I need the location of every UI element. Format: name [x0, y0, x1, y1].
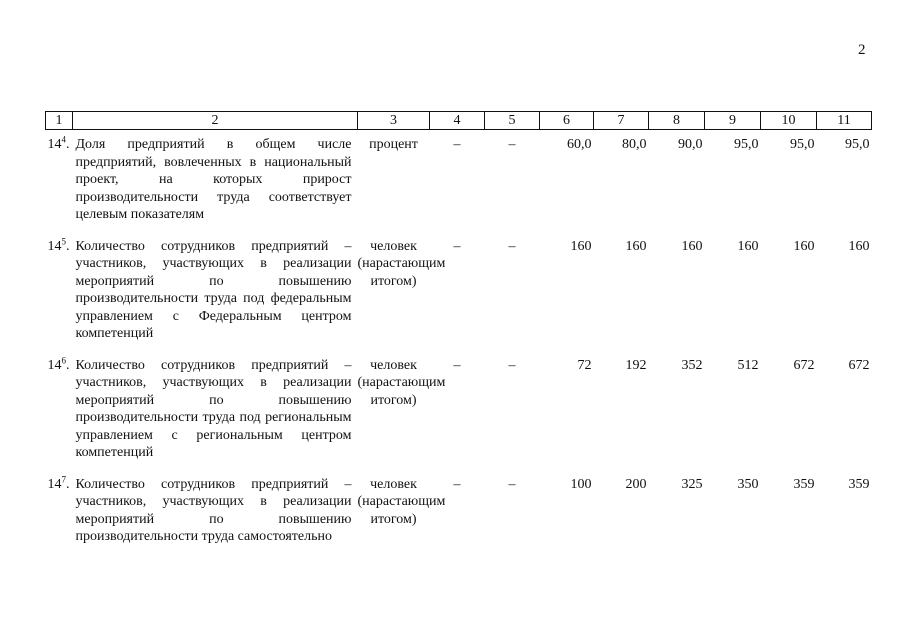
value-col-4: –	[453, 238, 461, 254]
header-row	[46, 112, 872, 130]
value-col-10: 672	[793, 357, 815, 373]
row-number-base: 14	[47, 238, 62, 254]
row-number: $14^6$.	[47, 354, 70, 373]
value-col-10: 359	[793, 476, 815, 492]
column-header-2: 2	[73, 112, 358, 130]
indicator-name: Количество сотрудников предприятий – участников, участвующих в реализации мероприятий по повышению производительности труда под федеральным управлением с Федеральным центром компетенций	[75, 238, 352, 341]
row-number-base: 14	[47, 137, 62, 152]
value-col-8: 325	[681, 476, 703, 492]
value-col-8: 160	[681, 238, 703, 254]
column-header-8: 8	[649, 112, 705, 130]
value-col-10: 95,0	[790, 137, 815, 152]
row-number-superscript: 6	[61, 354, 66, 365]
value-col-11: 95,0	[845, 137, 870, 152]
value-col-7: 160	[625, 238, 647, 254]
table-row	[46, 476, 872, 560]
value-col-6: 72	[577, 357, 592, 373]
value-col-10: 160	[793, 238, 815, 254]
indicator-name: Количество сотрудников предприятий – участников, участвующих в реализации мероприятий по повышению производительности труда самостоятельно	[75, 476, 352, 544]
value-col-7: 200	[625, 476, 647, 492]
column-header-3: 3	[358, 112, 430, 130]
value-col-4: –	[453, 137, 461, 152]
column-header-6: 6	[540, 112, 594, 130]
row-number: $14^7$.	[47, 473, 70, 492]
column-header-10: 10	[761, 112, 817, 130]
indicator-name: Доля предприятий в общем числе предприятий, вовлеченных в национальный проект, на которых прирост производительности труда соответствует целевым показателям	[75, 137, 352, 222]
table-row	[46, 357, 872, 476]
value-col-5: –	[508, 357, 516, 373]
value-col-9: 350	[737, 476, 759, 492]
value-col-7: 192	[625, 357, 647, 373]
table-body	[46, 130, 872, 560]
column-header-4: 4	[430, 112, 485, 130]
value-col-6: 100	[570, 476, 592, 492]
indicator-name: Количество сотрудников предприятий – участников, участвующих в реализации мероприятий по повышению производительности труда под региональным управлением с региональным центром компетенций	[75, 357, 352, 460]
page-number: 2	[858, 42, 866, 58]
value-col-6: 160	[570, 238, 592, 254]
row-number: $14^4$.	[47, 134, 70, 152]
column-header-1: 1	[46, 112, 73, 130]
unit-of-measure: человек (нарастающим итогом)	[357, 357, 446, 408]
row-number: $14^5$.	[47, 235, 70, 254]
value-col-11: 672	[848, 357, 870, 373]
value-col-5: –	[508, 137, 516, 152]
row-number-base: 14	[47, 476, 62, 492]
value-col-9: 160	[737, 238, 759, 254]
table-header	[46, 112, 872, 130]
row-number-superscript: 7	[61, 473, 66, 484]
column-header-5: 5	[485, 112, 540, 130]
row-number-superscript: 4	[61, 134, 66, 145]
value-col-5: –	[508, 238, 516, 254]
value-col-4: –	[453, 476, 461, 492]
unit-of-measure: человек (нарастающим итогом)	[357, 476, 446, 527]
table-row	[46, 238, 872, 357]
column-header-11: 11	[817, 112, 872, 130]
indicators-table	[45, 111, 872, 560]
unit-of-measure: человек (нарастающим итогом)	[357, 238, 446, 289]
unit-of-measure: процент	[369, 137, 418, 152]
value-col-9: 512	[737, 357, 759, 373]
column-header-9: 9	[705, 112, 761, 130]
value-col-7: 80,0	[622, 137, 647, 152]
column-header-7: 7	[594, 112, 649, 130]
row-number-base: 14	[47, 357, 62, 373]
value-col-8: 90,0	[678, 137, 703, 152]
row-number-superscript: 5	[61, 235, 66, 246]
value-col-11: 160	[848, 238, 870, 254]
table-row	[46, 130, 872, 238]
value-col-4: –	[453, 357, 461, 373]
value-col-9: 95,0	[734, 137, 759, 152]
value-col-11: 359	[848, 476, 870, 492]
value-col-8: 352	[681, 357, 703, 373]
value-col-6: 60,0	[567, 137, 592, 152]
value-col-5: –	[508, 476, 516, 492]
